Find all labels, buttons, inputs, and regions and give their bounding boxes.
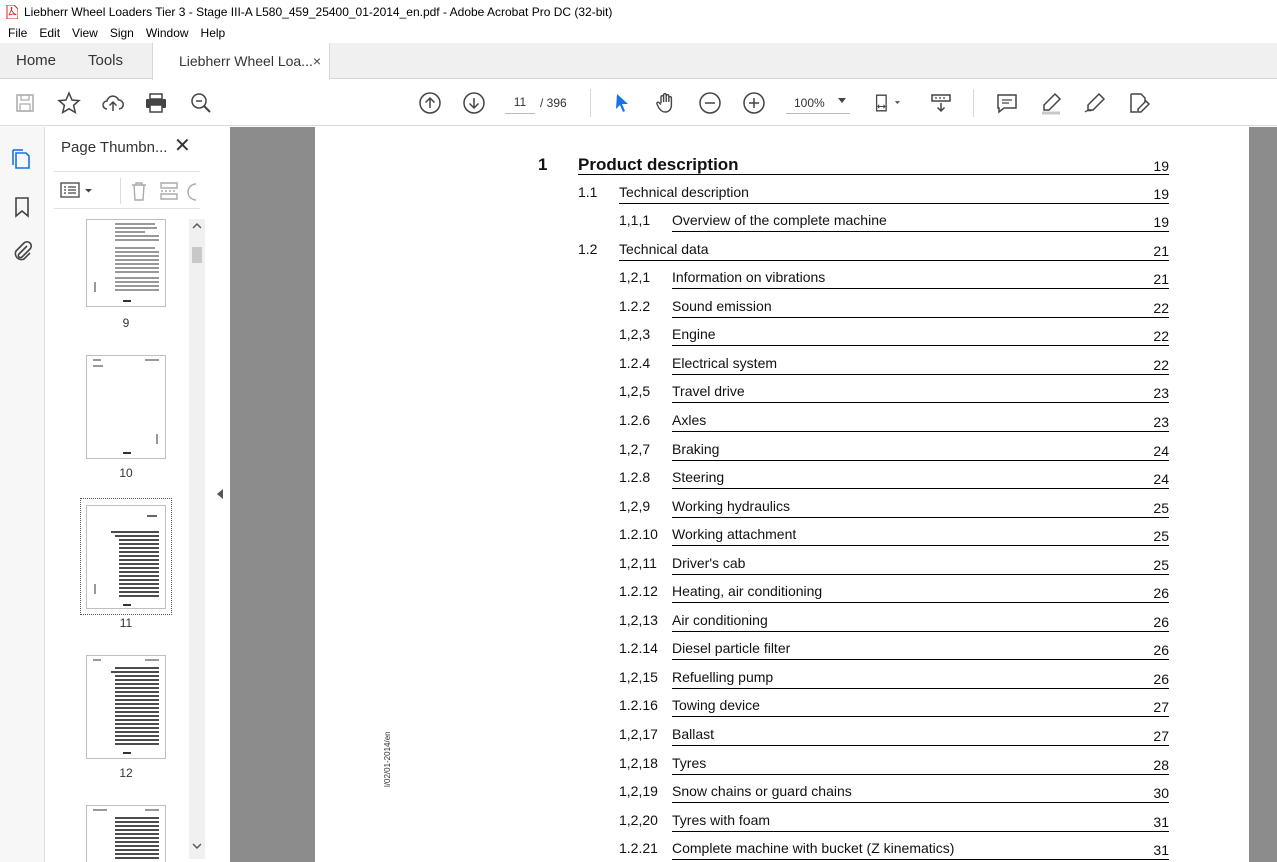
toc-page-number: 25 [1153,528,1169,544]
toc-page-number: 22 [1153,328,1169,344]
toc-line [619,241,1169,261]
toc-title: Complete machine with bucket (Z kinematics) [672,840,955,856]
zoom-value: 100% [794,96,825,110]
toc-number: 1,1,1 [619,212,651,228]
toc-title: Sound emission [672,298,772,314]
toc-title: Engine [672,326,716,342]
fill-sign-icon[interactable] [1126,90,1152,116]
toc-entry[interactable] [315,355,1249,375]
toc-line [672,498,1169,518]
acrobat-pdf-icon [6,5,18,19]
toc-number: 1.2.6 [619,412,651,428]
toc-title: Product description [578,155,739,174]
panel-toolbar [54,171,200,209]
toc-line [672,612,1169,632]
thumbnail-page-12[interactable] [86,655,166,759]
draw-sign-icon[interactable] [1082,90,1108,116]
save-icon[interactable] [12,90,38,116]
toc-number: 1.2.8 [619,469,651,485]
zoom-select[interactable] [786,90,850,114]
toc-entry[interactable] [315,269,1249,289]
toc-number: 1 [538,155,548,174]
close-icon[interactable]: ✕ [174,135,191,157]
rotate-page-icon[interactable] [186,180,198,205]
page-side-text: l/02/01-2014/en [383,731,392,787]
toc-line [672,783,1169,803]
title-bar [0,0,1277,23]
toc-number: 1,2,3 [619,326,651,342]
page-number-input[interactable] [505,90,535,114]
document-view[interactable] [230,127,1277,862]
toc-number: 1.2.21 [619,840,658,856]
toc-title: Working attachment [672,526,797,542]
toc-line [578,155,1169,175]
toc-line [672,355,1169,375]
toc-title: Air conditioning [672,612,768,628]
toc-page-number: 31 [1153,842,1169,858]
toc-entry[interactable] [315,498,1249,518]
toc-title: Axles [672,412,707,428]
toc-title: Overview of the complete machine [672,212,887,228]
attachment-icon[interactable] [10,239,34,263]
print-icon[interactable] [143,90,169,116]
toc-entry[interactable] [315,669,1249,689]
toc-entry[interactable] [315,783,1249,803]
menu-window[interactable]: Window [145,26,189,40]
insert-page-icon[interactable] [158,180,180,205]
zoom-out-icon[interactable] [697,90,723,116]
toc-entry[interactable] [315,469,1249,489]
toc-entry[interactable] [315,812,1249,832]
toc-number: 1.2.16 [619,697,658,713]
toc-number: 1,2,7 [619,441,651,457]
toc-number: 1.2.12 [619,583,658,599]
toc-page-number: 25 [1153,557,1169,573]
toc-page-number: 21 [1153,243,1169,259]
window-title: Liebherr Wheel Loaders Tier 3 - Stage III-A L580_459_25400_01-2014_en.pdf - Adobe Acrobat Pro DC (32-bit) [24,4,613,19]
toc-entry[interactable] [315,526,1249,546]
menu-file[interactable]: File [8,26,28,40]
toc-number: 1,2,15 [619,669,658,685]
toc-number: 1,2,11 [619,555,657,571]
toc-title: Technical description [619,184,749,200]
select-cursor-icon[interactable] [609,90,635,116]
toc-line [672,726,1169,746]
toc-title: Tyres with foam [672,812,771,828]
page-fit-icon[interactable] [874,90,900,116]
toc-entry[interactable] [315,697,1249,717]
tab-bar [0,43,1277,79]
toc-entry[interactable] [315,184,1249,204]
toc-page-number: 22 [1153,357,1169,373]
toc-entry[interactable] [315,726,1249,746]
menu-sign[interactable]: Sign [109,26,134,40]
pdf-page [315,127,1249,862]
thumbnail-label: 12 [119,766,133,780]
toc-number: 1,2,20 [619,812,658,828]
toc-line [672,812,1169,832]
toc-title: Diesel particle filter [672,640,791,656]
toc-line [672,840,1169,860]
toc-page-number: 24 [1153,471,1169,487]
toc-page-number: 21 [1153,271,1169,287]
options-menu-icon[interactable] [60,180,94,203]
toc-page-number: 19 [1153,186,1169,202]
toc-title: Technical data [619,241,709,257]
toc-entry[interactable] [315,326,1249,346]
toc-line [672,697,1169,717]
chevron-down-icon [838,98,846,103]
toc-entry[interactable] [315,612,1249,632]
toc-title: Snow chains or guard chains [672,783,852,799]
toc-page-number: 30 [1153,785,1169,801]
toc-number: 1,2,9 [619,498,651,514]
toc-number: 1.2.2 [619,298,651,314]
toc-title: Working hydraulics [672,498,791,514]
thumbnail-page-9[interactable] [86,219,166,307]
toc-line [672,555,1169,575]
tab-document[interactable] [152,43,330,80]
toc-entry[interactable] [315,298,1249,318]
panel-title: Page Thumbn... [61,139,168,156]
toc-number: 1.2.10 [619,526,658,542]
toc-line [672,669,1169,689]
scrollbar-thumb[interactable] [192,247,202,263]
thumbnail-page-13[interactable] [86,805,166,862]
toc-entry[interactable] [315,155,1249,175]
toc-line [672,326,1169,346]
tab-close-icon[interactable]: × [312,53,321,69]
toc-page-number: 24 [1153,443,1169,459]
toc-number: 1.2 [578,241,598,257]
toc-page-number: 27 [1153,728,1169,744]
toc-page-number: 19 [1153,158,1169,174]
menu-view[interactable]: View [72,26,98,40]
toc-line [672,526,1169,546]
highlight-pen-icon[interactable] [1038,90,1064,116]
scroll-up-icon[interactable] [192,221,202,233]
menu-help[interactable]: Help [200,26,226,40]
toc-title: Information on vibrations [672,269,826,285]
thumbnail-label: 11 [119,616,133,630]
toc-entry[interactable] [315,640,1249,660]
thumbnail-label: 10 [119,466,133,480]
toc-page-number: 26 [1153,671,1169,687]
toc-number: 1.2.14 [619,640,658,656]
upload-cloud-icon[interactable] [100,90,126,116]
toc-line [672,298,1169,318]
toc-page-number: 27 [1153,699,1169,715]
toc-title: Steering [672,469,725,485]
toc-page-number: 23 [1153,385,1169,401]
menu-edit[interactable]: Edit [39,26,61,40]
toc-number: 1,2,18 [619,755,658,771]
delete-page-icon[interactable] [128,180,150,205]
thumbnail-scrollbar[interactable] [189,219,205,859]
toc-title: Braking [672,441,720,457]
toc-line [619,184,1169,204]
toc-entry[interactable] [315,412,1249,432]
toc-line [672,212,1169,232]
toc-number: 1,2,19 [619,783,658,799]
menu-bar [0,23,1277,43]
next-page-icon[interactable] [461,90,487,116]
toc-number: 1.1 [578,184,598,200]
toc-entry[interactable] [315,212,1249,232]
page-thumbnails-icon[interactable] [10,147,34,171]
comment-icon[interactable] [994,90,1020,116]
toc-page-number: 26 [1153,614,1169,630]
toc-page-number: 22 [1153,300,1169,316]
toc-line [672,441,1169,461]
scroll-down-icon[interactable] [192,841,202,853]
panel-collapse-strip [211,127,230,862]
toc-number: 1,2,13 [619,612,658,628]
toc-title: Heating, air conditioning [672,583,823,599]
toc-title: Towing device [672,697,760,713]
scroll-mode-icon[interactable] [928,90,954,116]
toc-entry[interactable] [315,840,1249,860]
toc-line [672,583,1169,603]
toc-title: Electrical system [672,355,778,371]
toc-page-number: 31 [1153,814,1169,830]
find-zoom-icon[interactable] [188,90,214,116]
previous-page-icon[interactable] [417,90,443,116]
toc-page-number: 23 [1153,414,1169,430]
tab-tools[interactable]: Tools [88,52,124,69]
toc-line [672,412,1169,432]
toc-number: 1,2,5 [619,383,651,399]
toc-page-number: 26 [1153,642,1169,658]
hand-tool-icon[interactable] [653,90,679,116]
toc-number: 1,2,1 [619,269,651,285]
tab-home[interactable]: Home [16,52,57,69]
zoom-in-icon[interactable] [741,90,767,116]
toc-page-number: 28 [1153,757,1169,773]
toc-line [672,269,1169,289]
toc-entry[interactable] [315,441,1249,461]
toc-title: Travel drive [672,383,745,399]
toc-line [672,383,1169,403]
toc-number: 1.2.4 [619,355,651,371]
thumbnail-label: 9 [122,316,130,330]
toc-title: Driver's cab [672,555,746,571]
toc-title: Tyres [672,755,707,771]
toc-page-number: 25 [1153,500,1169,516]
page-thumbnails-panel [46,127,211,862]
toc-entry[interactable] [315,755,1249,775]
toc-line [672,640,1169,660]
toc-page-number: 19 [1153,214,1169,230]
toc-title: Ballast [672,726,715,742]
toc-entry[interactable] [315,583,1249,603]
thumbnail-page-10[interactable] [86,355,166,459]
collapse-panel-icon[interactable] [217,489,223,499]
tab-document-label: Liebherr Wheel Loa... [179,53,313,69]
toc-title: Refuelling pump [672,669,774,685]
toc-entry[interactable] [315,383,1249,403]
page-total-label: / 396 [540,96,567,110]
navigation-rail [0,127,45,862]
toc-entry[interactable] [315,241,1249,261]
star-icon[interactable] [56,90,82,116]
toc-page-number: 26 [1153,585,1169,601]
toc-line [672,469,1169,489]
toc-entry[interactable] [315,555,1249,575]
toolbar [0,80,1277,126]
toc-line [672,755,1169,775]
thumbnail-page-11[interactable] [86,505,166,609]
bookmark-icon[interactable] [10,195,34,219]
toc-number: 1,2,17 [619,726,658,742]
